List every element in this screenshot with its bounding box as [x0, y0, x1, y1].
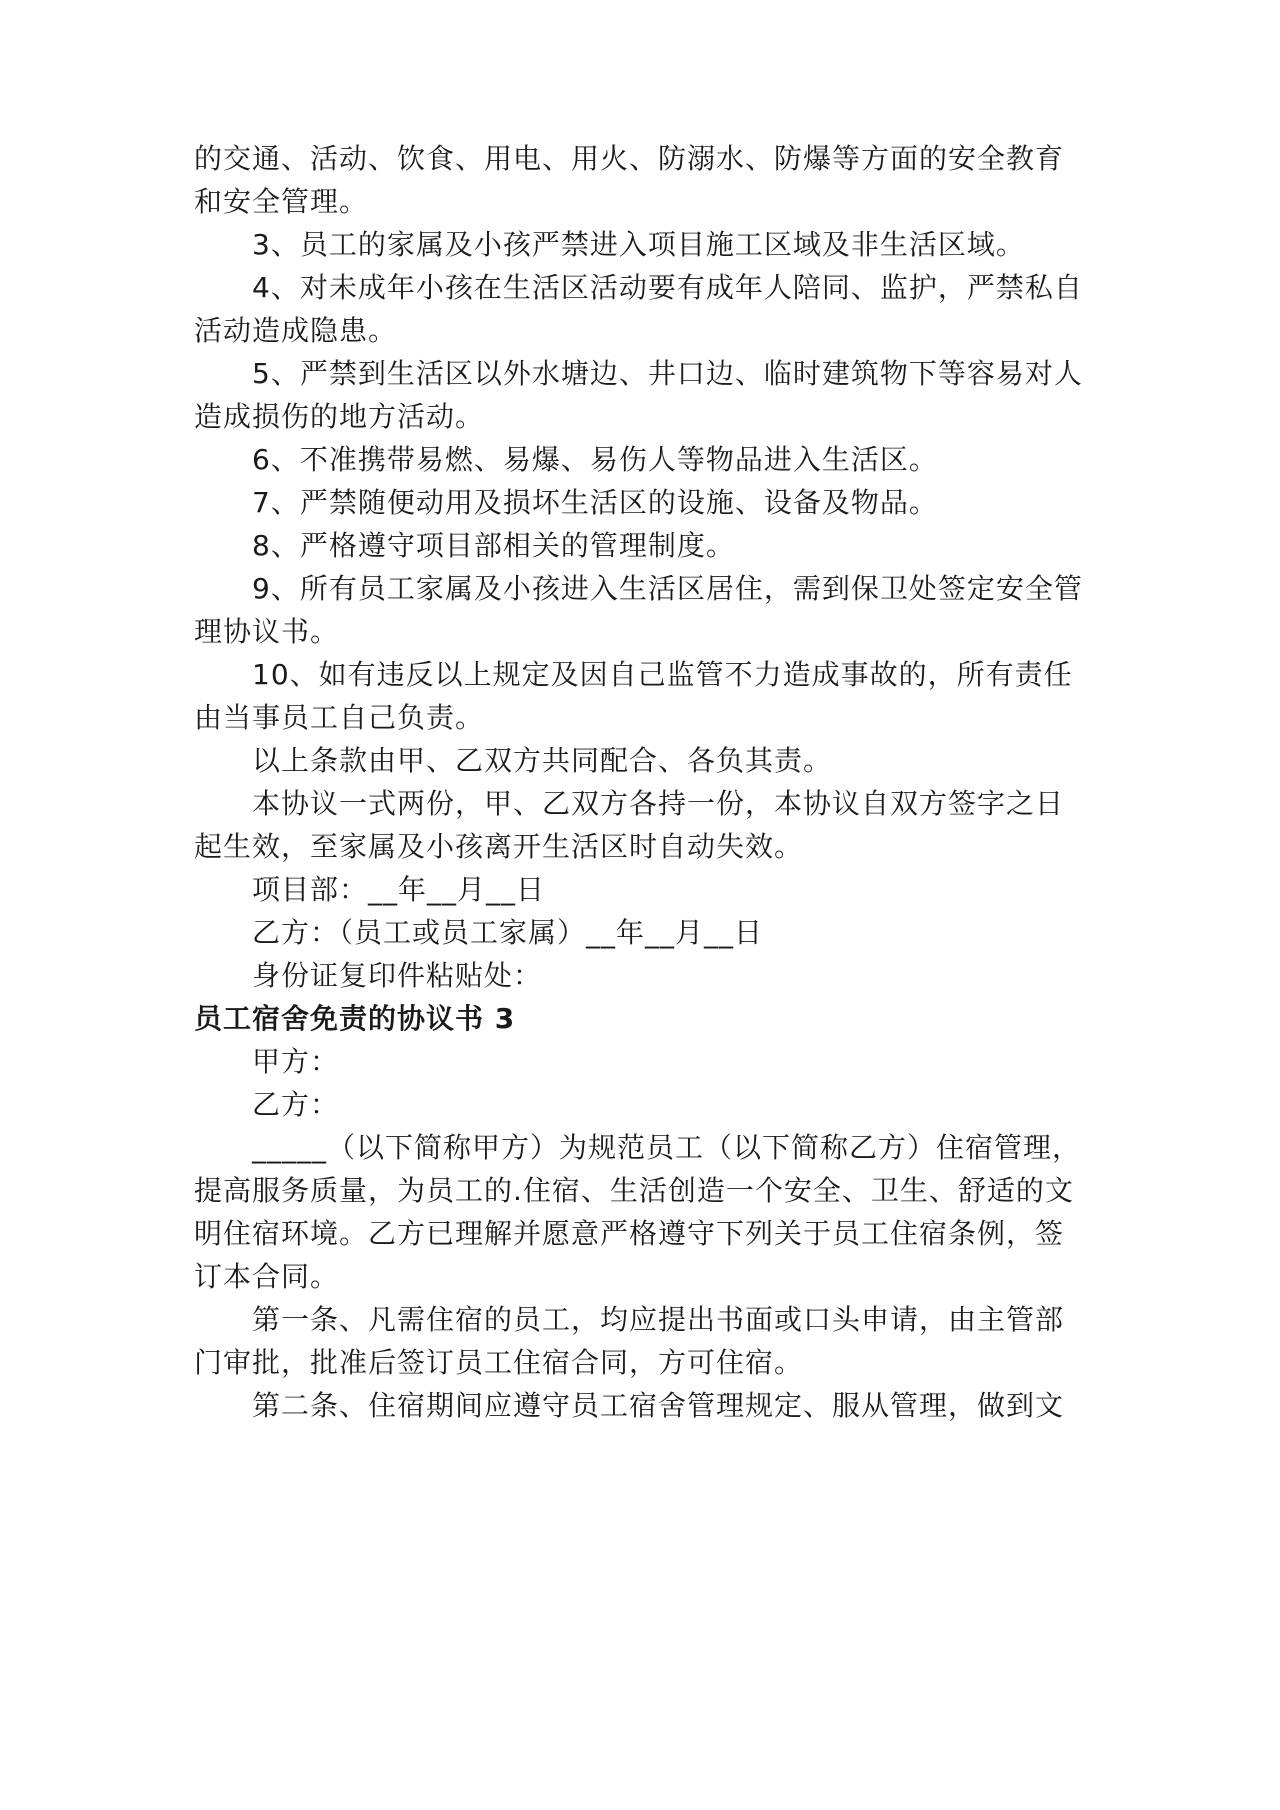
paragraph-line: 第二条、住宿期间应遵守员工宿舍管理规定、服从管理，做到文	[252, 1389, 1065, 1422]
paragraph-line: 明住宿环境。乙方已理解并愿意严格遵守下列关于员工住宿条例，签	[194, 1217, 1065, 1250]
paragraph-line: 9、所有员工家属及小孩进入生活区居住，需到保卫处签定安全管	[252, 572, 1083, 605]
signature-line-party-b: 乙方：（员工或员工家属）__年__月__日	[252, 916, 764, 949]
paragraph-line: 门审批，批准后签订员工住宿合同，方可住宿。	[194, 1346, 804, 1379]
paragraph-line: 6、不准携带易燃、易爆、易伤人等物品进入生活区。	[252, 443, 938, 476]
paragraph-line: 8、严格遵守项目部相关的管理制度。	[252, 529, 735, 562]
id-copy-placeholder: 身份证复印件粘贴处：	[252, 959, 543, 992]
paragraph-line: 订本合同。	[194, 1260, 340, 1293]
section-heading: 员工宿舍免责的协议书 3	[194, 1002, 516, 1035]
party-b-label: 乙方：	[252, 1088, 340, 1121]
party-a-label: 甲方：	[252, 1045, 340, 1078]
paragraph-line: 和安全管理。	[194, 185, 369, 218]
paragraph-line: 5、严禁到生活区以外水塘边、井口边、临时建筑物下等容易对人	[252, 357, 1083, 390]
paragraph-line: 10、如有违反以上规定及因自己监管不力造成事故的，所有责任	[252, 658, 1073, 691]
paragraph-line: 造成损伤的地方活动。	[194, 400, 485, 433]
paragraph-line: 提高服务质量，为员工的.住宿、生活创造一个安全、卫生、舒适的文	[194, 1174, 1074, 1207]
paragraph-line: 第一条、凡需住宿的员工，均应提出书面或口头申请，由主管部	[252, 1303, 1065, 1336]
paragraph-line: 理协议书。	[194, 615, 340, 648]
paragraph-line: 起生效，至家属及小孩离开生活区时自动失效。	[194, 830, 804, 863]
paragraph-line: 7、严禁随便动用及损坏生活区的设施、设备及物品。	[252, 486, 938, 519]
paragraph-line: 3、员工的家属及小孩严禁进入项目施工区域及非生活区域。	[252, 228, 1025, 261]
paragraph-line: 由当事员工自己负责。	[194, 701, 485, 734]
paragraph-line: _____（以下简称甲方）为规范员工（以下简称乙方）住宿管理，	[252, 1131, 1082, 1164]
signature-line-project: 项目部：__年__月__日	[252, 873, 546, 906]
paragraph-line: 的交通、活动、饮食、用电、用火、防溺水、防爆等方面的安全教育	[194, 142, 1065, 175]
paragraph-line: 本协议一式两份，甲、乙双方各持一份，本协议自双方签字之日	[252, 787, 1065, 820]
paragraph-line: 4、对未成年小孩在生活区活动要有成年人陪同、监护，严禁私自	[252, 271, 1083, 304]
paragraph-line: 以上条款由甲、乙双方共同配合、各负其责。	[252, 744, 833, 777]
paragraph-line: 活动造成隐患。	[194, 314, 398, 347]
